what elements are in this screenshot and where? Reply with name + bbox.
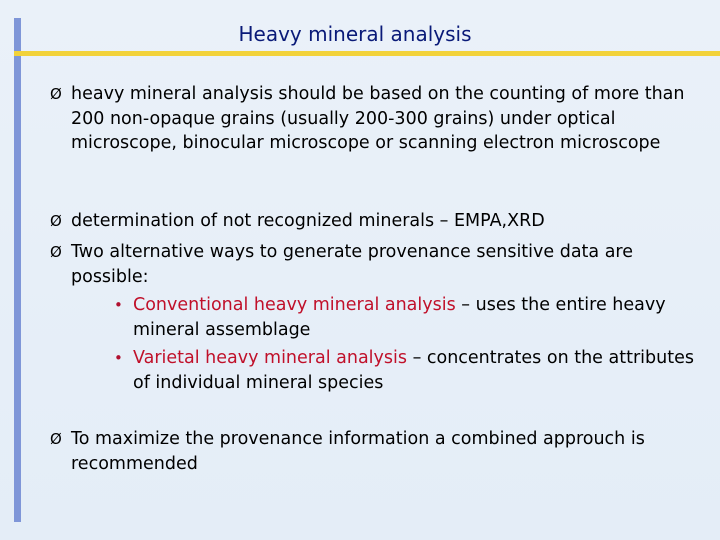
title-underline-bar (14, 51, 720, 56)
arrow-bullet-icon: Ø (50, 430, 62, 448)
arrow-bullet-icon: Ø (50, 243, 62, 261)
sub-bullet-1-rest: – uses the entire heavy mineral assemblage (133, 295, 666, 340)
bullet-3 (50, 240, 690, 289)
bullet-3-text: Two alternative ways to generate provenance sensitive data are possible: (71, 242, 633, 287)
sub-bullet-2 (114, 346, 694, 395)
bullet-2 (50, 209, 690, 234)
sub-bullet-1-text (133, 293, 694, 342)
bullet-4 (50, 427, 690, 476)
left-accent-bar (14, 18, 21, 522)
arrow-bullet-icon: Ø (50, 85, 62, 103)
sub-bullet-1-highlight: Conventional heavy mineral analysis (133, 295, 456, 315)
bullet-1-text: heavy mineral analysis should be based on the counting of more than 200 non-opaque grains (usually 200-300 grains) under optical microscope, binocular microscope or scanning electron microscope (71, 84, 685, 153)
slide-title: Heavy mineral analysis (238, 22, 472, 46)
arrow-bullet-icon: Ø (50, 212, 62, 230)
sub-bullet-2-highlight: Varietal heavy mineral analysis (133, 348, 407, 368)
sub-bullet-2-text (133, 346, 694, 395)
bullet-2-text: determination of not recognized minerals – EMPA,XRD (71, 211, 545, 231)
bullet-1 (50, 82, 690, 156)
sub-bullet-2-rest: – concentrates on the attributes of individual mineral species (133, 348, 694, 393)
sub-bullet-1 (114, 293, 694, 342)
dot-bullet-icon: • (114, 349, 123, 367)
bullet-4-text: To maximize the provenance information a combined approuch is recommended (71, 429, 645, 474)
dot-bullet-icon: • (114, 296, 123, 314)
